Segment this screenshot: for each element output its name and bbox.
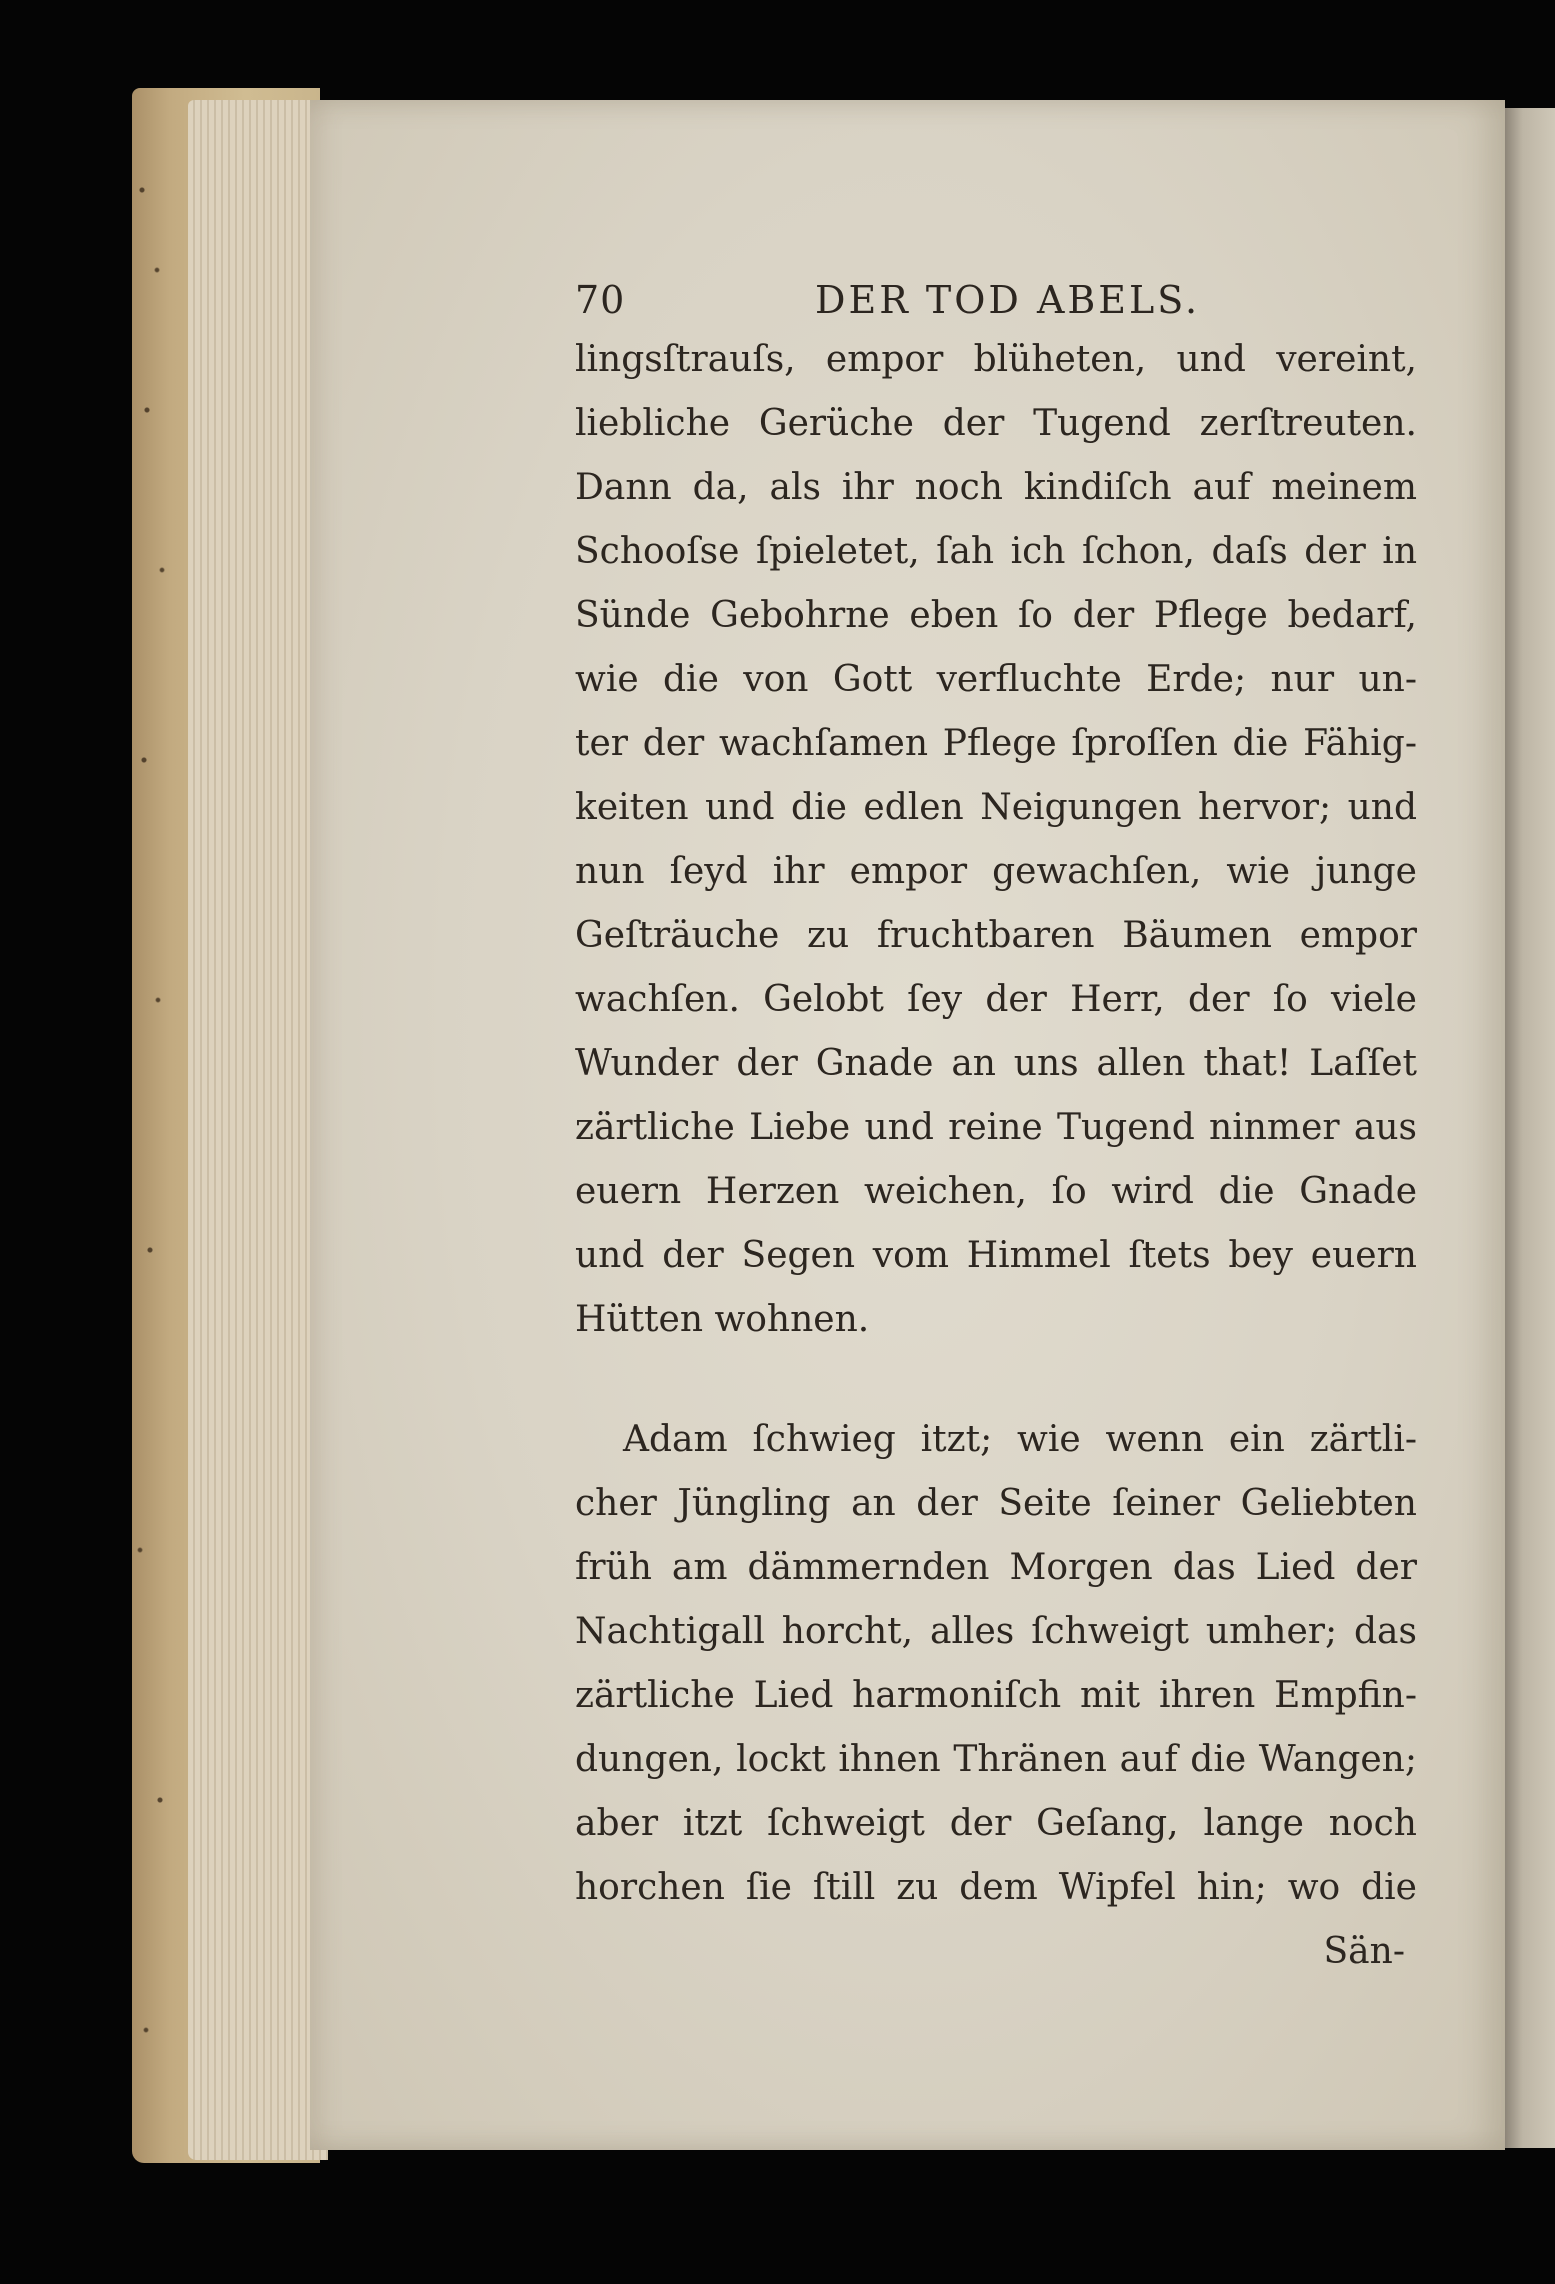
text-line: nun ſeyd ihr empor gewachſen, wie junge	[575, 851, 1417, 892]
text-line: dungen, lockt ihnen Thränen auf die Wangen;	[575, 1739, 1417, 1780]
text-line: wie die von Gott verfluchte Erde; nur un-	[575, 659, 1417, 700]
paragraph-2	[575, 1408, 1417, 1920]
text-line: aber itzt ſchweigt der Geſang, lange noch	[575, 1803, 1417, 1844]
text-line: euern Herzen weichen, ſo wird die Gnade	[575, 1171, 1417, 1212]
running-head	[575, 268, 1417, 328]
text-line: zärtliche Liebe und reine Tugend ninmer aus	[575, 1107, 1417, 1148]
text-line: Adam ſchwieg itzt; wie wenn ein zärtli-	[623, 1419, 1417, 1460]
text-line: horchen ſie ſtill zu dem Wipfel hin; wo die	[575, 1867, 1417, 1908]
text-line: Dann da, als ihr noch kindiſch auf meinem	[575, 467, 1417, 508]
text-line: Geſträuche zu fruchtbaren Bäumen empor	[575, 915, 1417, 956]
paragraph-gap	[575, 1352, 1417, 1408]
text-line: lingsſtrauſs, empor blüheten, und vereint,	[575, 339, 1417, 380]
running-title: DER TOD ABELS.	[815, 278, 1201, 322]
facing-page-edge	[1505, 108, 1555, 2148]
text-line: Schooſse ſpieletet, ſah ich ſchon, daſs der in	[575, 531, 1417, 572]
text-line: Wunder der Gnade an uns allen that! Laſſet	[575, 1043, 1417, 1084]
text-line: früh am dämmernden Morgen das Lied der	[575, 1547, 1417, 1588]
text-line: Nachtigall horcht, alles ſchweigt umher; das	[575, 1611, 1417, 1652]
text-line: ter der wachſamen Pflege ſproſſen die Fähig-	[575, 723, 1417, 764]
book-edge-foxing	[132, 150, 172, 2100]
text-line: Sünde Gebohrne eben ſo der Pflege bedarf,	[575, 595, 1417, 636]
text-line: und der Segen vom Himmel ſtets bey euern	[575, 1235, 1417, 1276]
text-line: cher Jüngling an der Seite ſeiner Geliebten	[575, 1483, 1417, 1524]
text-line: liebliche Gerüche der Tugend zerſtreuten.	[575, 403, 1417, 444]
catchword: Sän-	[1323, 1931, 1405, 1972]
text-line: wachſen. Gelobt ſey der Herr, der ſo viele	[575, 979, 1417, 1020]
text-line: zärtliche Lied harmoniſch mit ihren Empfin-	[575, 1675, 1417, 1716]
page-stack	[188, 100, 328, 2160]
page-text-block	[575, 268, 1417, 1984]
page-number: 70	[575, 278, 626, 322]
text-line: Hütten wohnen.	[575, 1299, 870, 1340]
paragraph-1	[575, 328, 1417, 1352]
text-line: keiten und die edlen Neigungen hervor; und	[575, 787, 1417, 828]
